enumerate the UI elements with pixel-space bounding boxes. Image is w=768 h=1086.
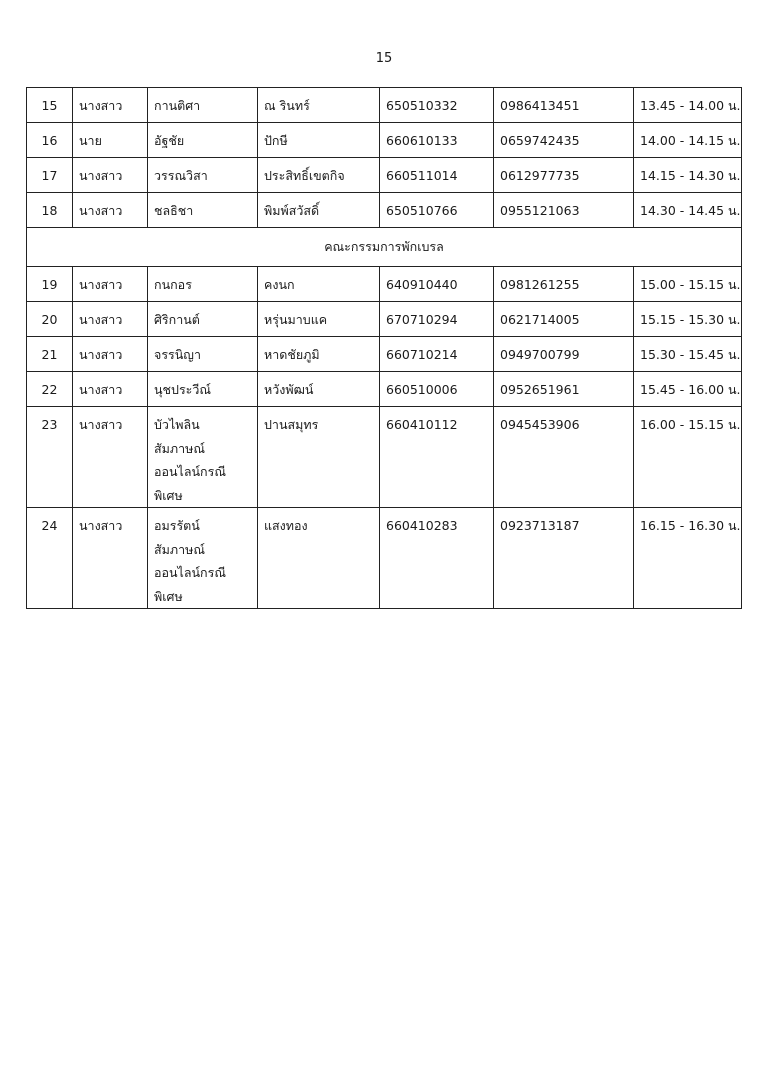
table-row <box>27 88 742 123</box>
first-name: กนกอร <box>148 267 258 302</box>
name-title: นางสาว <box>73 407 148 508</box>
last-name: หวังพัฒน์ <box>258 372 380 407</box>
row-number: 19 <box>27 267 73 302</box>
name-title: นางสาว <box>73 508 148 609</box>
student-id: 660710214 <box>380 337 494 372</box>
name-title: นางสาว <box>73 267 148 302</box>
first-name-line: พิเศษ <box>154 588 183 604</box>
first-name-line: อมรรัตน์ <box>154 518 200 533</box>
first-name: กานติศา <box>148 88 258 123</box>
name-title: นาย <box>73 123 148 158</box>
first-name: จรรนิญา <box>148 337 258 372</box>
time-slot: 15.30 - 15.45 น. <box>634 337 742 372</box>
last-name: ปานสมุทร <box>258 407 380 508</box>
table-row <box>27 123 742 158</box>
row-number: 15 <box>27 88 73 123</box>
row-number: 17 <box>27 158 73 193</box>
student-id: 670710294 <box>380 302 494 337</box>
table-row <box>27 508 742 609</box>
time-slot: 16.15 - 16.30 น. <box>634 508 742 609</box>
student-id: 660410283 <box>380 508 494 609</box>
name-title: นางสาว <box>73 88 148 123</box>
last-name: ประสิทธิ์เขตกิจ <box>258 158 380 193</box>
student-id: 640910440 <box>380 267 494 302</box>
first-name: นุชประวีณ์ <box>148 372 258 407</box>
last-name: แสงทอง <box>258 508 380 609</box>
first-name <box>148 407 258 508</box>
first-name-line: สัมภาษณ์ <box>154 440 205 456</box>
name-title: นางสาว <box>73 158 148 193</box>
time-slot: 14.00 - 14.15 น. <box>634 123 742 158</box>
row-number: 16 <box>27 123 73 158</box>
phone-number: 0952651961 <box>494 372 634 407</box>
last-name: หาดชัยภูมิ <box>258 337 380 372</box>
student-id: 660410112 <box>380 407 494 508</box>
row-number: 18 <box>27 193 73 228</box>
table-row <box>27 372 742 407</box>
student-id: 650510766 <box>380 193 494 228</box>
last-name: พิมพ์สวัสดิ์ <box>258 193 380 228</box>
phone-number: 0981261255 <box>494 267 634 302</box>
name-title: นางสาว <box>73 302 148 337</box>
table-row <box>27 407 742 508</box>
last-name: คงนก <box>258 267 380 302</box>
section-row <box>27 228 742 267</box>
first-name-line: พิเศษ <box>154 487 183 503</box>
table-row <box>27 302 742 337</box>
last-name: หรุ่นมาบแค <box>258 302 380 337</box>
first-name: ชลธิชา <box>148 193 258 228</box>
table-row <box>27 337 742 372</box>
interview-schedule-table <box>26 87 742 609</box>
phone-number: 0986413451 <box>494 88 634 123</box>
student-id: 660511014 <box>380 158 494 193</box>
first-name-line: ออนไลน์กรณี <box>154 565 226 580</box>
first-name: วรรณวิสา <box>148 158 258 193</box>
time-slot: 14.15 - 14.30 น. <box>634 158 742 193</box>
row-number: 24 <box>27 508 73 609</box>
page-number: 15 <box>375 51 393 66</box>
name-title: นางสาว <box>73 337 148 372</box>
row-number: 23 <box>27 407 73 508</box>
phone-number: 0949700799 <box>494 337 634 372</box>
phone-number: 0659742435 <box>494 123 634 158</box>
name-title: นางสาว <box>73 193 148 228</box>
student-id: 650510332 <box>380 88 494 123</box>
phone-number: 0621714005 <box>494 302 634 337</box>
name-title: นางสาว <box>73 372 148 407</box>
last-name: ปักษี <box>258 123 380 158</box>
first-name: อัฐชัย <box>148 123 258 158</box>
table-row <box>27 267 742 302</box>
student-id: 660610133 <box>380 123 494 158</box>
time-slot: 16.00 - 15.15 น. <box>634 407 742 508</box>
phone-number: 0923713187 <box>494 508 634 609</box>
first-name-line: บัวไพลิน <box>154 417 200 432</box>
row-number: 21 <box>27 337 73 372</box>
table-row <box>27 193 742 228</box>
first-name-line: ออนไลน์กรณี <box>154 464 226 479</box>
time-slot: 15.00 - 15.15 น. <box>634 267 742 302</box>
student-id: 660510006 <box>380 372 494 407</box>
table-row <box>27 158 742 193</box>
row-number: 22 <box>27 372 73 407</box>
time-slot: 15.15 - 15.30 น. <box>634 302 742 337</box>
first-name-line: สัมภาษณ์ <box>154 541 205 557</box>
time-slot: 14.30 - 14.45 น. <box>634 193 742 228</box>
phone-number: 0612977735 <box>494 158 634 193</box>
first-name <box>148 508 258 609</box>
phone-number: 0945453906 <box>494 407 634 508</box>
first-name: ศิริกานต์ <box>148 302 258 337</box>
section-title: คณะกรรมการพักเบรล <box>27 228 742 267</box>
time-slot: 15.45 - 16.00 น. <box>634 372 742 407</box>
time-slot: 13.45 - 14.00 น. <box>634 88 742 123</box>
phone-number: 0955121063 <box>494 193 634 228</box>
row-number: 20 <box>27 302 73 337</box>
last-name: ณ รินทร์ <box>258 88 380 123</box>
